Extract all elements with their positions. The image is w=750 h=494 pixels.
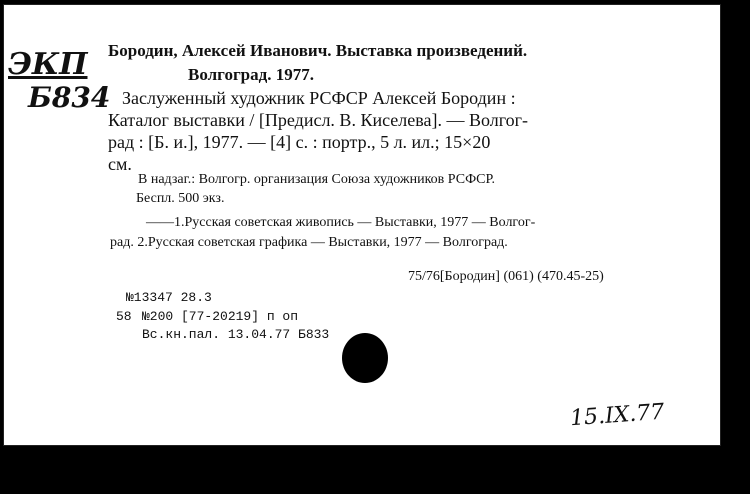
description-line-1: Заслуженный художник РСФСР Алексей Бородин : <box>122 88 516 108</box>
handwritten-date: 15.IX.77 <box>569 399 666 432</box>
registry-prefix: 58 <box>116 309 132 324</box>
description-line-2: Каталог выставки / [Предисл. В. Киселева]. — Волгог- <box>108 110 529 130</box>
subject-line-2: рад. 2.Русская советская графика — Выставки, 1977 — Волгоград. <box>110 235 508 250</box>
catalog-card <box>3 4 721 446</box>
registry-line-3: Вс.кн.пал. 13.04.77 Б833 <box>142 327 330 342</box>
note-line-1: В надзаг.: Волгогр. организация Союза художников РСФСР. <box>138 172 496 187</box>
description-line-3: рад : [Б. и.], 1977. — [4] с. : портр., 5 л. ил.; 15×20 <box>108 132 491 152</box>
registry-line-2: №200 [77-20219] п оп <box>142 309 299 324</box>
classification-code: 75/76[Бородин] (061) (470.45-25) <box>408 269 604 284</box>
registry-line-1: №13347 28.3 <box>126 290 212 305</box>
call-number-line2: Б834 <box>28 81 111 114</box>
subject-line-1: ——1.Русская советская живопись — Выставки, 1977 — Волгог- <box>146 215 536 230</box>
note-line-2: Беспл. 500 экз. <box>136 191 225 206</box>
description-line-4: см. <box>108 154 132 174</box>
author-title-line: Бородин, Алексей Иванович. Выставка произведений. <box>108 41 528 60</box>
punch-hole <box>342 333 388 383</box>
call-number-line1: ЭКП <box>8 47 88 82</box>
place-year-line: Волгоград. 1977. <box>188 65 314 84</box>
